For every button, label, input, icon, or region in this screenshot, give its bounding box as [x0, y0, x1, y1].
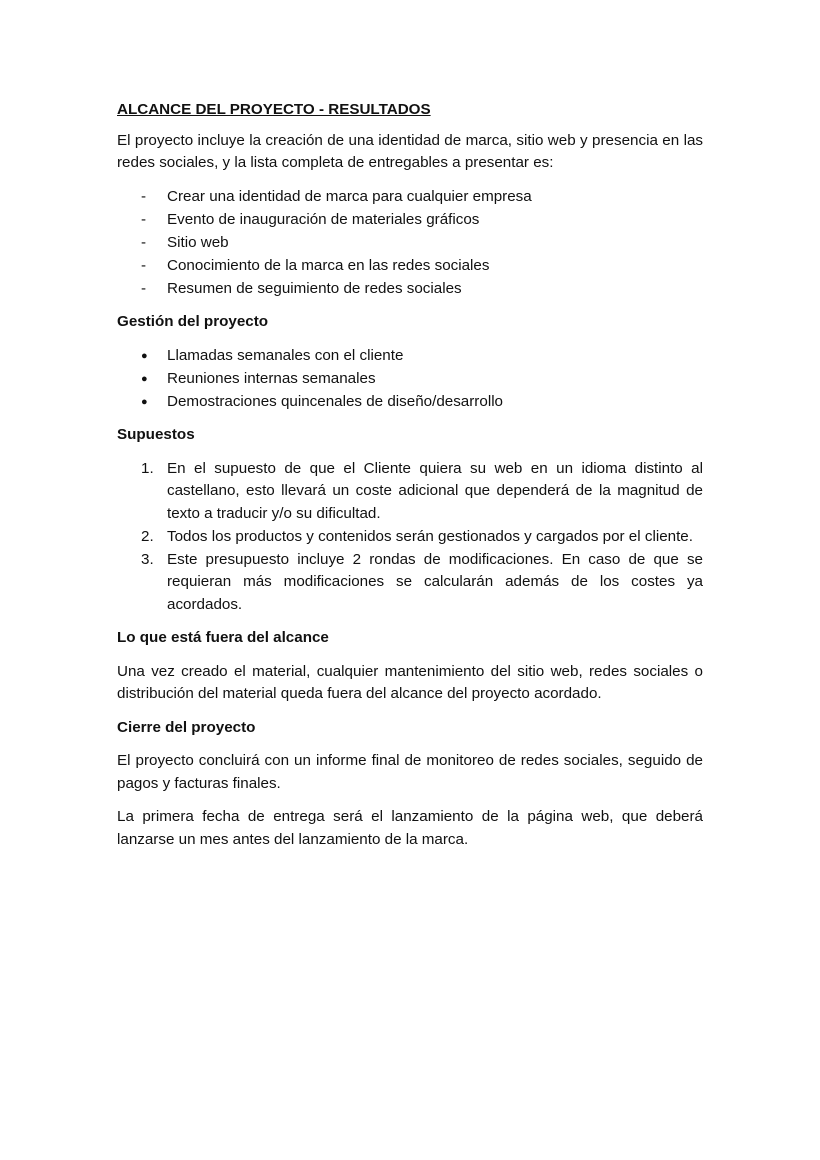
list-item: ● Llamadas semanales con el cliente — [117, 345, 703, 368]
item-number: 1. — [141, 459, 154, 477]
dash-marker: - — [141, 279, 147, 297]
list-item: - Sitio web — [117, 232, 703, 255]
list-item: 2. Todos los productos y contenidos serán gestionados y cargados por el cliente. — [117, 526, 703, 549]
bullet-icon: ● — [141, 395, 148, 408]
list-item: - Crear una identidad de marca para cualquier empresa — [117, 186, 703, 209]
deliverables-list — [117, 186, 703, 301]
management-list — [117, 345, 703, 414]
assumptions-heading: Supuestos — [117, 426, 195, 443]
item-number: 3. — [141, 550, 154, 568]
closing-paragraph: El proyecto concluirá con un informe final de monitoreo de redes sociales, seguido de pagos y facturas finales. — [117, 752, 703, 792]
bullet-icon: ● — [141, 372, 148, 385]
assumptions-list — [117, 458, 703, 617]
list-item: 1. En el supuesto de que el Cliente quiera su web en un idioma distinto al castellano, esto llevará un coste adicional que dependerá de la magnitud de texto a traducir y/o su dificultad. — [141, 459, 703, 522]
dash-marker: - — [141, 187, 147, 205]
document-title: ALCANCE DEL PROYECTO - RESULTADOS — [117, 101, 431, 118]
list-item: - Evento de inauguración de materiales gráficos — [117, 209, 703, 232]
list-item: - Resumen de seguimiento de redes sociales — [117, 278, 703, 301]
document-page — [117, 99, 703, 862]
bullet-icon: ● — [141, 349, 148, 362]
dash-marker: - — [141, 233, 147, 251]
dash-marker: - — [141, 210, 147, 228]
item-number: 2. — [141, 527, 154, 545]
dash-marker: - — [141, 256, 147, 274]
out-of-scope-paragraph: Una vez creado el material, cualquier mantenimiento del sitio web, redes sociales o distribución del material queda fuera del alcance del proyecto acordado. — [117, 662, 703, 702]
intro-paragraph: El proyecto incluye la creación de una identidad de marca, sitio web y presencia en las redes sociales, y la lista completa de entregables a presentar es: — [117, 131, 703, 171]
list-item: 3. Este presupuesto incluye 2 rondas de modificaciones. En caso de que se requieran más modificaciones se calcularán además de los costes ya acordados. — [141, 550, 703, 613]
closing-heading: Cierre del proyecto — [117, 718, 256, 736]
list-item: ● Reuniones internas semanales — [117, 368, 703, 391]
list-item: - Conocimiento de la marca en las redes sociales — [117, 255, 703, 278]
list-item: ● Demostraciones quincenales de diseño/desarrollo — [117, 391, 703, 414]
delivery-paragraph: La primera fecha de entrega será el lanzamiento de la página web, que deberá lanzarse un mes antes del lanzamiento de la marca. — [117, 808, 703, 848]
out-of-scope-heading: Lo que está fuera del alcance — [117, 629, 329, 646]
management-heading: Gestión del proyecto — [117, 313, 269, 330]
